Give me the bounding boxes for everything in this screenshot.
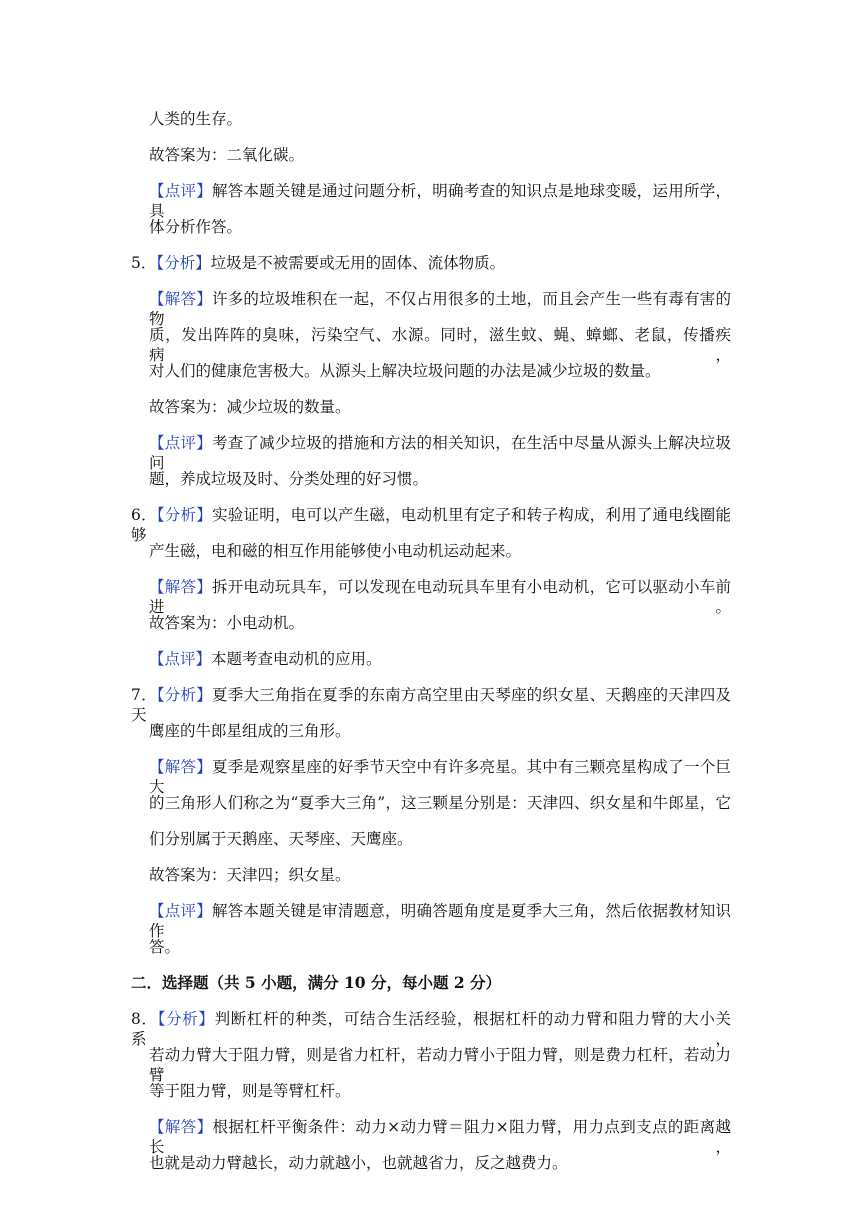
analysis-tag: 【分析】 xyxy=(156,686,213,704)
text-line: 故答案为：减少垃圾的数量。 xyxy=(149,398,351,416)
text-line: 6．【分析】实验证明，电可以产生磁，电动机里有定子和转子构成，利用了通电线圈能够 xyxy=(131,506,731,544)
text-line: 答。 xyxy=(149,938,181,956)
question-number: 7． xyxy=(131,686,157,704)
text-line: 【解答】夏季是观察星座的好季节天空中有许多亮星。其中有三颗亮星构成了一个巨大 xyxy=(149,758,731,796)
question-number: 5． xyxy=(131,254,157,272)
text-line: 7．【分析】夏季大三角指在夏季的东南方高空里由天琴座的织女星、天鹅座的天津四及天 xyxy=(131,686,731,724)
text-line: 若动力臂大于阻力臂，则是省力杠杆，若动力臂小于阻力臂，则是费力杠杆，若动力臂 xyxy=(149,1046,731,1084)
comment-tag: 【点评】 xyxy=(149,182,212,200)
text-line: 鹰座的牛郎星组成的三角形。 xyxy=(149,722,351,740)
text-line: 的三角形人们称之为“夏季大三角”，这三颗星分别是：天津四、织女星和牛郎星，它 xyxy=(149,794,731,812)
question-number: 6． xyxy=(131,506,157,524)
text-line: 【点评】解答本题关键是通过问题分析，明确考查的知识点是地球变暖，运用所学，具 xyxy=(149,182,731,220)
answer-tag: 【解答】 xyxy=(149,578,212,596)
text-line: 8．【分析】判断杠杆的种类，可结合生活经验，根据杠杆的动力臂和阻力臂的大小关系， xyxy=(131,1010,731,1048)
text-line: 们分别属于天鹅座、天琴座、天鹰座。 xyxy=(149,830,413,848)
text-line: 【点评】考查了减少垃圾的措施和方法的相关知识，在生活中尽量从源头上解决垃圾问 xyxy=(149,434,731,472)
answer-tag: 【解答】 xyxy=(149,1118,213,1136)
comment-tag: 【点评】 xyxy=(149,434,212,452)
text-line: 【点评】解答本题关键是审清题意，明确答题角度是夏季大三角，然后依据教材知识作 xyxy=(149,902,731,940)
text-line: 故答案为：二氧化碳。 xyxy=(149,146,305,164)
comment-tag: 【点评】 xyxy=(149,902,212,920)
text-line: 故答案为：小电动机。 xyxy=(149,614,305,632)
analysis-tag: 【分析】 xyxy=(156,254,211,272)
text-line: 等于阻力臂，则是等臂杠杆。 xyxy=(149,1082,351,1100)
text-line: 体分析作答。 xyxy=(149,218,243,236)
text-line: 对人们的健康危害极大。从源头上解决垃圾问题的办法是减少垃圾的数量。 xyxy=(149,362,661,380)
answer-tag: 【解答】 xyxy=(149,758,212,776)
text-line: 5．【分析】垃圾是不被需要或无用的固体、流体物质。 xyxy=(131,254,506,272)
text-line: 【解答】根据杠杆平衡条件：动力×动力臂＝阻力×阻力臂，用力点到支点的距离越长， xyxy=(149,1118,731,1156)
text-line: 人类的生存。 xyxy=(149,110,243,128)
analysis-tag: 【分析】 xyxy=(157,1010,215,1028)
analysis-tag: 【分析】 xyxy=(156,506,213,524)
question-number: 8． xyxy=(131,1010,158,1028)
text-line: 也就是动力臂越长，动力就越小，也就越省力，反之越费力。 xyxy=(149,1154,568,1172)
text-line: 故答案为：天津四；织女星。 xyxy=(149,866,351,884)
text-line: 【点评】本题考查电动机的应用。 xyxy=(149,650,382,668)
comment-tag: 【点评】 xyxy=(149,650,212,668)
answer-tag: 【解答】 xyxy=(149,290,212,308)
text-line: 【解答】拆开电动玩具车，可以发现在电动玩具车里有小电动机，它可以驱动小车前进。 xyxy=(149,578,731,616)
section-heading: 二．选择题（共 5 小题，满分 10 分，每小题 2 分） xyxy=(131,973,502,992)
text-line: 质，发出阵阵的臭味，污染空气、水源。同时，滋生蚊、蝇、蟑螂、老鼠，传播疾病， xyxy=(149,326,731,364)
text-line: 【解答】许多的垃圾堆积在一起，不仅占用很多的土地，而且会产生一些有毒有害的物 xyxy=(149,290,731,328)
text-line: 产生磁，电和磁的相互作用能够使小电动机运动起来。 xyxy=(149,542,522,560)
text-line: 题，养成垃圾及时、分类处理的好习惯。 xyxy=(149,470,429,488)
